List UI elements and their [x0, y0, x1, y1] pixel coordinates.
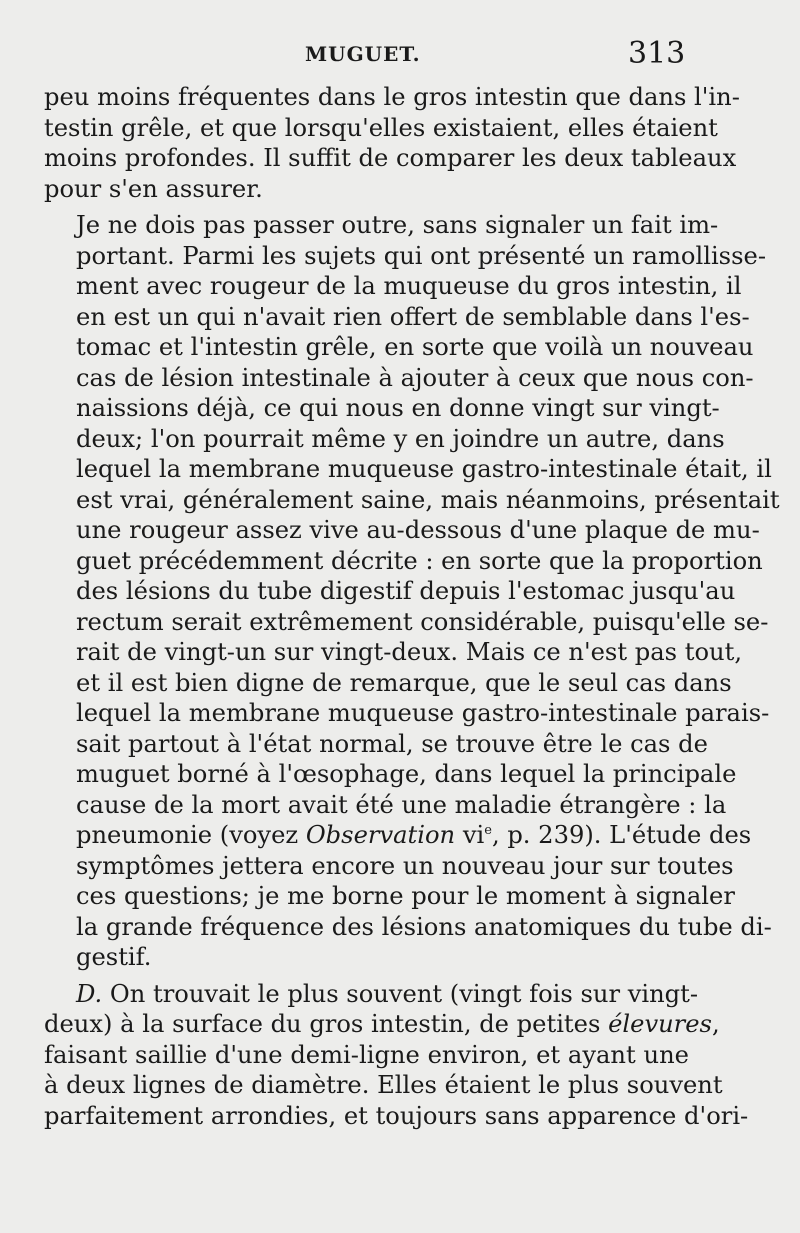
text-line: cas de lésion intestinale à ajouter à ceux que nous con- [76, 363, 754, 392]
page-header [0, 36, 800, 76]
text-line: naissions déjà, ce qui nous en donne vingt sur vingt- [76, 394, 720, 422]
text-line: en est un qui n'avait rien offert de semblable dans l'es- [76, 302, 750, 331]
text-line: peu moins fréquentes dans le gros intestin que dans l'in- [44, 83, 740, 111]
text-line-d [44, 979, 699, 1010]
italic-segment: élevures [608, 1010, 712, 1038]
text-segment: pneumonie (voyez [76, 821, 306, 849]
text-line: parfaitement arrondies, et toujours sans apparence d'ori- [44, 1101, 749, 1130]
body-text [44, 82, 780, 1131]
text-line: deux; l'on pourrait même y en joindre un autre, dans [76, 424, 725, 453]
text-line: à deux lignes de diamètre. Elles étaient le plus souvent [44, 1071, 723, 1099]
text-line-elevures [44, 1009, 720, 1040]
text-line: cause de la mort avait été une maladie étrangère : la [76, 790, 727, 819]
paragraph-1 [44, 82, 740, 204]
text-segment: , p. 239). L'étude des [491, 821, 752, 849]
superscript: e [484, 822, 492, 838]
text-line: muguet borné à l'œsophage, dans lequel la principale [76, 760, 737, 788]
text-segment: deux) à la surface du gros intestin, de petites [44, 1010, 609, 1038]
text-segment: , [711, 1010, 720, 1038]
text-line: faisant saillie d'une demi-ligne environ, et ayant une [44, 1040, 689, 1069]
running-head: MUGUET. [305, 42, 421, 66]
italic-segment: D. [76, 979, 103, 1008]
text-line: gestif. [76, 943, 152, 971]
text-line: guet précédemment décrite : en sorte que la proportion [76, 546, 763, 575]
text-line: tomac et l'intestin grêle, en sorte que voilà un nouveau [76, 333, 754, 361]
text-segment: On trouvait le plus souvent (vingt fois sur vingt- [102, 979, 699, 1008]
text-line: la grande fréquence des lésions anatomiques du tube di- [76, 912, 772, 941]
text-line: portant. Parmi les sujets qui ont présenté un ramollisse- [76, 241, 766, 270]
text-line: des lésions du tube digestif depuis l'estomac jusqu'au [76, 577, 736, 605]
italic-segment: Observation [305, 821, 456, 849]
paragraph-3 [44, 979, 749, 1132]
text-line: moins profondes. Il suffit de comparer les deux tableaux [44, 144, 737, 172]
text-line: lequel la membrane muqueuse gastro-intestinale était, il [76, 455, 772, 483]
text-line: pour s'en assurer. [44, 174, 263, 203]
text-line-pneumonie [44, 820, 752, 851]
text-line: Je ne dois pas passer outre, sans signaler un fait im- [76, 211, 719, 239]
text-line: sait partout à l'état normal, se trouve être le cas de [76, 729, 708, 758]
text-line: ment avec rougeur de la muqueuse du gros intestin, il [76, 272, 742, 300]
text-line: rectum serait extrêmement considérable, puisqu'elle se- [76, 607, 769, 636]
text-line: testin grêle, et que lorsqu'elles existaient, elles étaient [44, 113, 718, 142]
text-segment: vi [455, 821, 485, 849]
text-line: une rougeur assez vive au-dessous d'une plaque de mu- [76, 516, 760, 544]
text-line: et il est bien digne de remarque, que le seul cas dans [76, 668, 732, 697]
text-line: lequel la membrane muqueuse gastro-intestinale parais- [76, 699, 770, 727]
text-line: rait de vingt-un sur vingt-deux. Mais ce n'est pas tout, [76, 638, 743, 666]
paragraph-2 [44, 210, 780, 973]
text-line: est vrai, généralement saine, mais néanmoins, présentait [76, 485, 780, 514]
text-line: symptômes jettera encore un nouveau jour sur toutes [76, 851, 734, 880]
text-line: ces questions; je me borne pour le moment à signaler [76, 882, 735, 910]
page-number: 313 [628, 36, 686, 71]
